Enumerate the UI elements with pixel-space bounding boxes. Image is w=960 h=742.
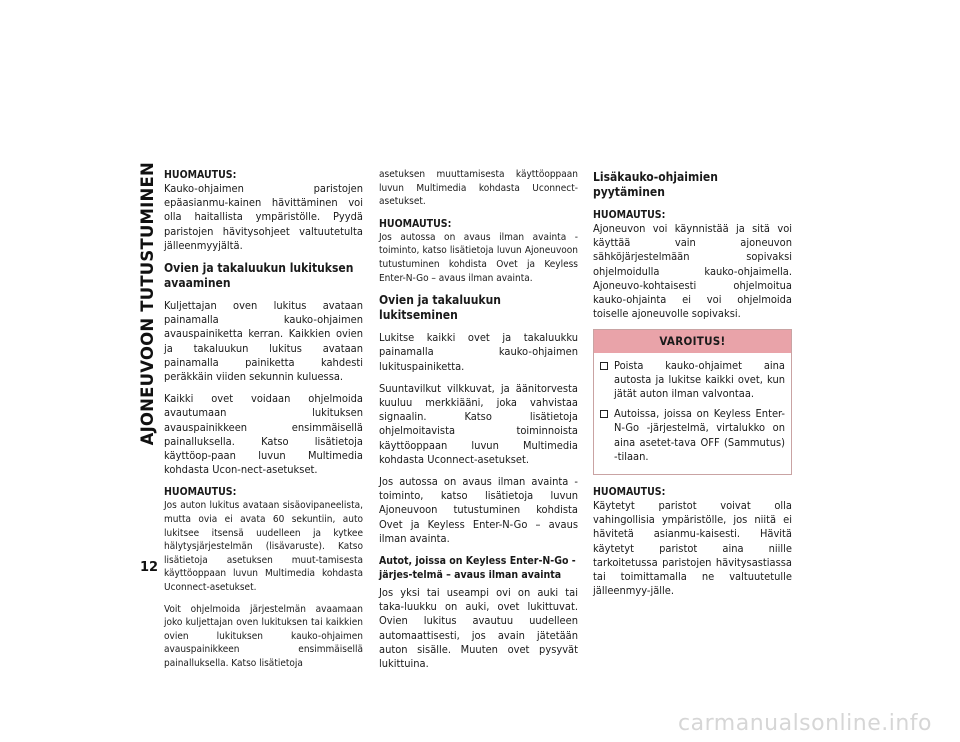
note-label: HUOMAUTUS:: [164, 486, 237, 499]
page-number: 12: [140, 560, 159, 575]
column-3: [593, 168, 792, 606]
note-label: HUOMAUTUS:: [593, 486, 666, 499]
warning-body: [594, 353, 791, 474]
column-1: [164, 168, 363, 679]
warning-box: [593, 329, 792, 475]
warning-item: [600, 407, 785, 464]
warning-item-text: Poista kauko-ohjaimet aina autosta ja lukitse kaikki ovet, kun jätät auton ilman valvontaa.: [614, 358, 785, 401]
section-heading-unlock: Ovien ja takaluukun lukituksen avaaminen: [164, 261, 354, 291]
chapter-side-title: [136, 162, 158, 552]
checkbox-bullet-icon: [600, 407, 614, 464]
chapter-title-text: AJONEUVOON TUTUSTUMINEN: [137, 162, 157, 446]
paragraph: Jos autossa on avaus ilman avainta -toiminto, katso lisätietoja luvun Ajoneuvoon tutustuminen kohdista Ovet ja Keyless Enter-N-Go – avaus ilman avainta.: [379, 474, 578, 545]
continued-text: asetuksen muuttamisesta käyttöoppaan luvun Multimedia kohdasta Uconnect-asetukset.: [379, 169, 578, 208]
watermark-text: carmanualsonline.info: [678, 711, 932, 736]
warning-title: VAROITUS!: [594, 330, 791, 352]
checkbox-bullet-icon: [600, 359, 614, 402]
note-text: Voit ohjelmoida järjestelmän avaamaan joko kuljettajan oven lukituksen tai kaikkien ovien lukituksen kauko-ohjaimen avauspainikkeen ensimmäisellä painalluksella. Katso lisätietoja: [164, 603, 363, 669]
subsection-heading-keyless: Autot, joissa on Keyless Enter-N-Go -järjes-telmä – avaus ilman avainta: [379, 555, 576, 581]
note-label: HUOMAUTUS:: [379, 217, 452, 230]
warning-item: [600, 359, 785, 402]
paragraph: Kaikki ovet voidaan ohjelmoida avautumaan lukituksen avauspainikkeen ensimmäisellä painalluksella. Katso lisätietoja käyttöop-paan luvun Multimedia kohdasta Ucon-nect-asetukset.: [164, 392, 363, 477]
note-text: Käytetyt paristot voivat olla vahingollisia ympäristölle, jos niitä ei hävitetä asianmu-kaisesti. Hävitä käytetyt paristot aina niille tarkoitetussa paristojen hävitysastiassa tai toimittamalla ne valtuutetulle jälleenmyy-jälle.: [593, 499, 792, 598]
note-text: Jos auton lukitus avataan sisäovipaneelista, mutta ovia ei avata 60 sekuntiin, auto lukitsee itsensä uudelleen ja kytkee hälytysjärjestelmän (lisävaruste). Katso lisätietoja asetuksen muut-tamisesta käyttöoppaan luvun Multimedia kohdasta Uconnect-asetukset.: [164, 500, 363, 594]
note-text: Kauko-ohjaimen paristojen epäasianmu-kainen hävittäminen voi olla haitallista ympäristölle. Pyydä paristojen hävitysohjeet valtuutetulta jälleenmyyjältä.: [164, 182, 363, 252]
note-text: Ajoneuvon voi käynnistää ja sitä voi käyttää vain ajoneuvon sähköjärjestelmään sopivaksi ohjelmoidulla kauko-ohjaimella. Ajoneuvo-kohtaisesti ohjelmoitua kauko-ohjainta ei voi ohjelmoida toiselle ajoneuvolle sopivaksi.: [593, 222, 792, 321]
paragraph: Suuntavilkut vilkkuvat, ja äänitorvesta kuuluu merkkiääni, joka vahvistaa signaalin. Katso lisätietoja ohjelmoitavista toiminnoista käyttöoppaan luvun Multimedia kohdasta Uconnect-asetukset.: [379, 381, 578, 466]
section-heading-lock: Ovien ja takaluukun lukitseminen: [379, 293, 501, 323]
paragraph: Lukitse kaikki ovet ja takaluukku painamalla kauko-ohjaimen lukituspainiketta.: [379, 331, 578, 373]
note-text: Jos autossa on avaus ilman avainta -toiminto, katso lisätietoja luvun Ajoneuvoon tutustuminen kohdista Ovet ja Keyless Enter-N-Go – avaus ilman avainta.: [379, 231, 578, 284]
section-heading-extra-fobs: Lisäkauko-ohjaimien pyytäminen: [593, 170, 718, 199]
paragraph: Jos yksi tai useampi ovi on auki tai taka-luukku on auki, ovet lukittuvat. Ovien lukitus avautuu uudelleen automaattisesti, jos avain jätetään auton sisälle. Muuten ovet pysyvät lukittuina.: [379, 586, 578, 671]
warning-item-text: Autoissa, joissa on Keyless Enter-N-Go -järjestelmä, virtalukko on aina asetet-tava OFF (Sammutus) -tilaan.: [614, 407, 785, 463]
paragraph: Kuljettajan oven lukitus avataan painamalla kauko-ohjaimen avauspainiketta kerran. Kaikkien ovien ja takaluukun lukitus avataan painamalla painiketta kahdesti peräkkäin viiden sekunnin kuluessa.: [164, 299, 363, 384]
note-label: HUOMAUTUS:: [164, 169, 237, 181]
column-2: [379, 168, 578, 679]
note-label: HUOMAUTUS:: [593, 209, 666, 221]
